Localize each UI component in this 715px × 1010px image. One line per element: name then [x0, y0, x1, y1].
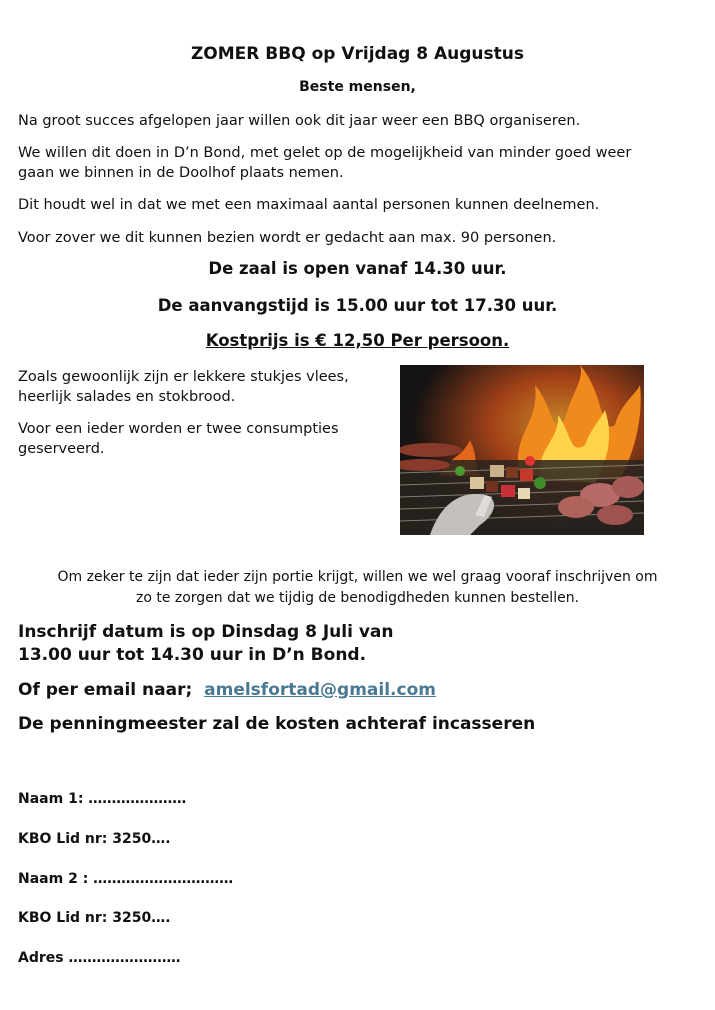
drinks-line2: geserveerd.: [18, 441, 105, 457]
form-kbo-lid2: KBO Lid nr: 3250….: [18, 910, 171, 926]
cost-line: Kostprijs is € 12,50 Per persoon.: [205, 331, 510, 350]
email-prefix: Of per email naar;: [18, 680, 193, 700]
treasurer-note: De penningmeester zal de kosten achteraf incasseren: [18, 714, 536, 734]
food-line2: heerlijk salades en stokbrood.: [18, 389, 236, 405]
bbq-photo-graphic: [400, 365, 644, 535]
registration-date-line2: 13.00 uur tot 14.30 uur in D’n Bond.: [18, 645, 367, 665]
paragraph-max: Dit houdt wel in dat we met een maximaal aantal personen kunnen deelnemen.: [18, 197, 600, 213]
opening-time: De zaal is open vanaf 14.30 uur.: [208, 259, 507, 278]
bbq-photo: [400, 365, 644, 535]
drinks-line1: Voor een ieder worden er twee consumpties: [18, 421, 339, 437]
email-line: [18, 679, 436, 702]
email-link[interactable]: amelsfortad@gmail.com: [204, 680, 436, 700]
form-naam2: Naam 2 : …………………………: [18, 871, 234, 887]
start-time: De aanvangstijd is 15.00 uur tot 17.30 uur.: [157, 296, 558, 315]
registration-line2: zo te zorgen dat we tijdig de benodigdheden kunnen bestellen.: [135, 590, 580, 606]
form-adres: Adres ……………………: [18, 950, 181, 966]
registration-line1: Om zeker te zijn dat ieder zijn portie krijgt, willen we wel graag vooraf inschrijven om: [57, 569, 658, 585]
paragraph-intro: Na groot succes afgelopen jaar willen ook dit jaar weer een BBQ organiseren.: [18, 113, 581, 129]
paragraph-capacity: Voor zover we dit kunnen bezien wordt er gedacht aan max. 90 personen.: [18, 230, 557, 246]
form-naam1: Naam 1: …………………: [18, 791, 187, 807]
food-line1: Zoals gewoonlijk zijn er lekkere stukjes vlees,: [18, 369, 349, 385]
paragraph-location-line2: gaan we binnen in de Doolhof plaats nemen.: [18, 165, 344, 181]
paragraph-location-line1: We willen dit doen in D’n Bond, met gelet op de mogelijkheid van minder goed weer: [18, 145, 632, 161]
page-title: ZOMER BBQ op Vrijdag 8 Augustus: [190, 44, 525, 64]
greeting: Beste mensen,: [299, 79, 416, 95]
registration-date-line1: Inschrijf datum is op Dinsdag 8 Juli van: [18, 622, 394, 642]
form-kbo-lid1: KBO Lid nr: 3250….: [18, 831, 171, 847]
